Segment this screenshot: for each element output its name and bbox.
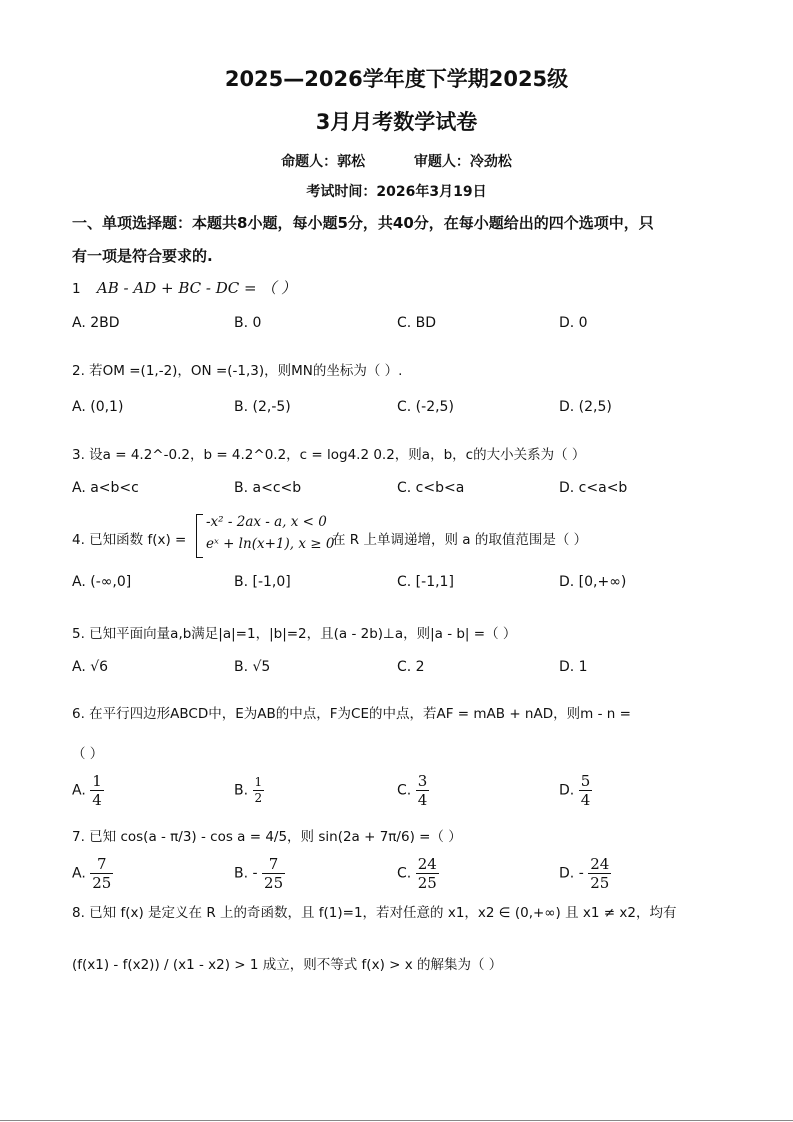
exam-title-line1: 2025—2026学年度下学期2025级 <box>224 67 569 91</box>
page-bottom-rule <box>0 1120 793 1121</box>
q6-option-a[interactable] <box>72 772 104 809</box>
q7-option-a-fraction <box>90 855 113 892</box>
q7-option-c-num: 24 <box>417 855 437 873</box>
q5-option-d[interactable]: D. 1 <box>559 659 588 675</box>
q6-option-a-num: 1 <box>92 772 102 790</box>
q4-option-c[interactable]: C. [-1,1] <box>397 574 454 590</box>
q7-option-a[interactable] <box>72 855 113 892</box>
q7-option-a-den: 25 <box>92 874 112 892</box>
question-1-number: 1 <box>72 281 81 297</box>
question-1 <box>72 277 296 298</box>
q2-option-a[interactable]: A. (0,1) <box>72 399 124 415</box>
q7-option-b-sign: - <box>252 865 258 882</box>
q6-option-c[interactable] <box>397 772 429 809</box>
q7-option-d-sign: - <box>578 865 584 882</box>
q6-option-c-den: 4 <box>417 791 428 809</box>
q7-option-b-label: B. <box>234 865 249 882</box>
question-3-stem: 3. 设a = 4.2^-0.2，b = 4.2^0.2，c = log4.2 0.2，则a，b，c的大小关系为（ ） <box>72 447 586 463</box>
exam-time: 考试时间：2026年3月19日 <box>306 184 487 200</box>
q2-option-b[interactable]: B. (2,-5) <box>234 399 291 415</box>
question-5-stem: 5. 已知平面向量a,b满足|a|=1，|b|=2，且(a - 2b)⊥a，则|a - b| =（ ） <box>72 626 517 642</box>
q7-option-d-label: D. <box>559 865 575 882</box>
q7-option-c-den: 25 <box>417 874 437 892</box>
question-4-case-1: -x² - 2ax - a, x < 0 <box>206 514 327 530</box>
q7-option-b-den: 25 <box>264 874 284 892</box>
q6-option-d-den: 4 <box>580 791 591 809</box>
q7-option-b-fraction <box>262 855 285 892</box>
q6-option-b-fraction <box>253 775 265 806</box>
question-6-stem-cont: （ ） <box>72 746 104 762</box>
exam-title-line2: 3月月考数学试卷 <box>315 110 478 134</box>
section-heading-line1: 一、单项选择题：本题共8小题，每小题5分，共40分，在每小题给出的四个选项中，只 <box>72 214 654 232</box>
q7-option-d[interactable] <box>559 855 611 892</box>
q7-option-a-label: A. <box>72 865 86 882</box>
question-2-stem: 2. 若OM =(1,-2)，ON =(-1,3)，则MN的坐标为（ ）. <box>72 363 403 379</box>
q3-option-c[interactable]: C. c<b<a <box>397 480 465 496</box>
q1-option-c[interactable]: C. BD <box>397 315 437 331</box>
q7-option-d-num: 24 <box>590 855 610 873</box>
q6-option-a-den: 4 <box>92 791 102 809</box>
q4-option-a[interactable]: A. (-∞,0] <box>72 574 132 590</box>
q5-option-b[interactable]: B. √5 <box>234 659 271 675</box>
q5-option-a[interactable]: A. √6 <box>72 659 109 675</box>
q3-option-b[interactable]: B. a<c<b <box>234 480 302 496</box>
q6-option-c-num: 3 <box>417 772 428 790</box>
q7-option-b-num: 7 <box>262 855 285 874</box>
q7-option-c-fraction <box>416 855 439 892</box>
authors-line: 命题人：郭松 审题人：冷劲松 <box>281 154 512 170</box>
question-4-stem-pre: 4. 已知函数 f(x) = <box>72 532 187 548</box>
question-4-case-2: eˣ + ln(x+1), x ≥ 0 <box>206 536 335 552</box>
q7-option-c[interactable] <box>397 855 439 892</box>
q6-option-d-num: 5 <box>580 772 591 790</box>
q7-option-d-den: 25 <box>590 874 610 892</box>
question-6-stem: 6. 在平行四边形ABCD中，E为AB的中点，F为CE的中点，若AF = mAB + nAD，则m - n = <box>72 706 631 722</box>
q1-option-d[interactable]: D. 0 <box>559 315 588 331</box>
q2-option-d[interactable]: D. (2,5) <box>559 399 612 415</box>
q4-option-b[interactable]: B. [-1,0] <box>234 574 291 590</box>
q6-option-b[interactable] <box>234 775 264 806</box>
q4-option-d[interactable]: D. [0,+∞) <box>559 574 627 590</box>
q7-option-c-label: C. <box>397 865 412 882</box>
q2-option-c[interactable]: C. (-2,5) <box>397 399 454 415</box>
q6-option-b-label: B. <box>234 782 249 799</box>
q3-option-a[interactable]: A. a<b<c <box>72 480 139 496</box>
q7-option-a-num: 7 <box>90 855 113 874</box>
question-1-stem: AB - AD + BC - DC = （ ） <box>96 279 297 297</box>
q6-option-a-label: A. <box>72 782 86 799</box>
q7-option-b[interactable] <box>234 855 285 892</box>
q5-option-c[interactable]: C. 2 <box>397 659 425 675</box>
q6-option-a-fraction <box>90 772 104 809</box>
section-heading-line2: 有一项是符合要求的. <box>72 247 213 265</box>
q1-option-a[interactable]: A. 2BD <box>72 315 120 331</box>
q6-option-c-label: C. <box>397 782 412 799</box>
q3-option-d[interactable]: D. c<a<b <box>559 480 628 496</box>
q6-option-b-den: 2 <box>254 791 263 805</box>
q6-option-d-label: D. <box>559 782 575 799</box>
question-7-stem: 7. 已知 cos(a - π/3) - cos a = 4/5，则 sin(2a + 7π/6) =（ ） <box>72 829 462 845</box>
piecewise-brace <box>196 514 203 558</box>
q1-option-b[interactable]: B. 0 <box>234 315 262 331</box>
q6-option-c-fraction <box>416 772 430 809</box>
q6-option-d[interactable] <box>559 772 592 809</box>
q6-option-d-fraction <box>579 772 593 809</box>
q6-option-b-num: 1 <box>254 775 263 789</box>
question-8-condition: (f(x1) - f(x2)) / (x1 - x2) > 1 成立，则不等式 f(x) > x 的解集为（ ） <box>72 957 503 973</box>
question-8-stem: 8. 已知 f(x) 是定义在 R 上的奇函数，且 f(1)=1，若对任意的 x1，x2 ∈ (0,+∞) 且 x1 ≠ x2，均有 <box>72 905 677 921</box>
question-4-stem-post: 在 R 上单调递增，则 a 的取值范围是（ ） <box>332 532 588 548</box>
q7-option-d-fraction <box>588 855 611 892</box>
